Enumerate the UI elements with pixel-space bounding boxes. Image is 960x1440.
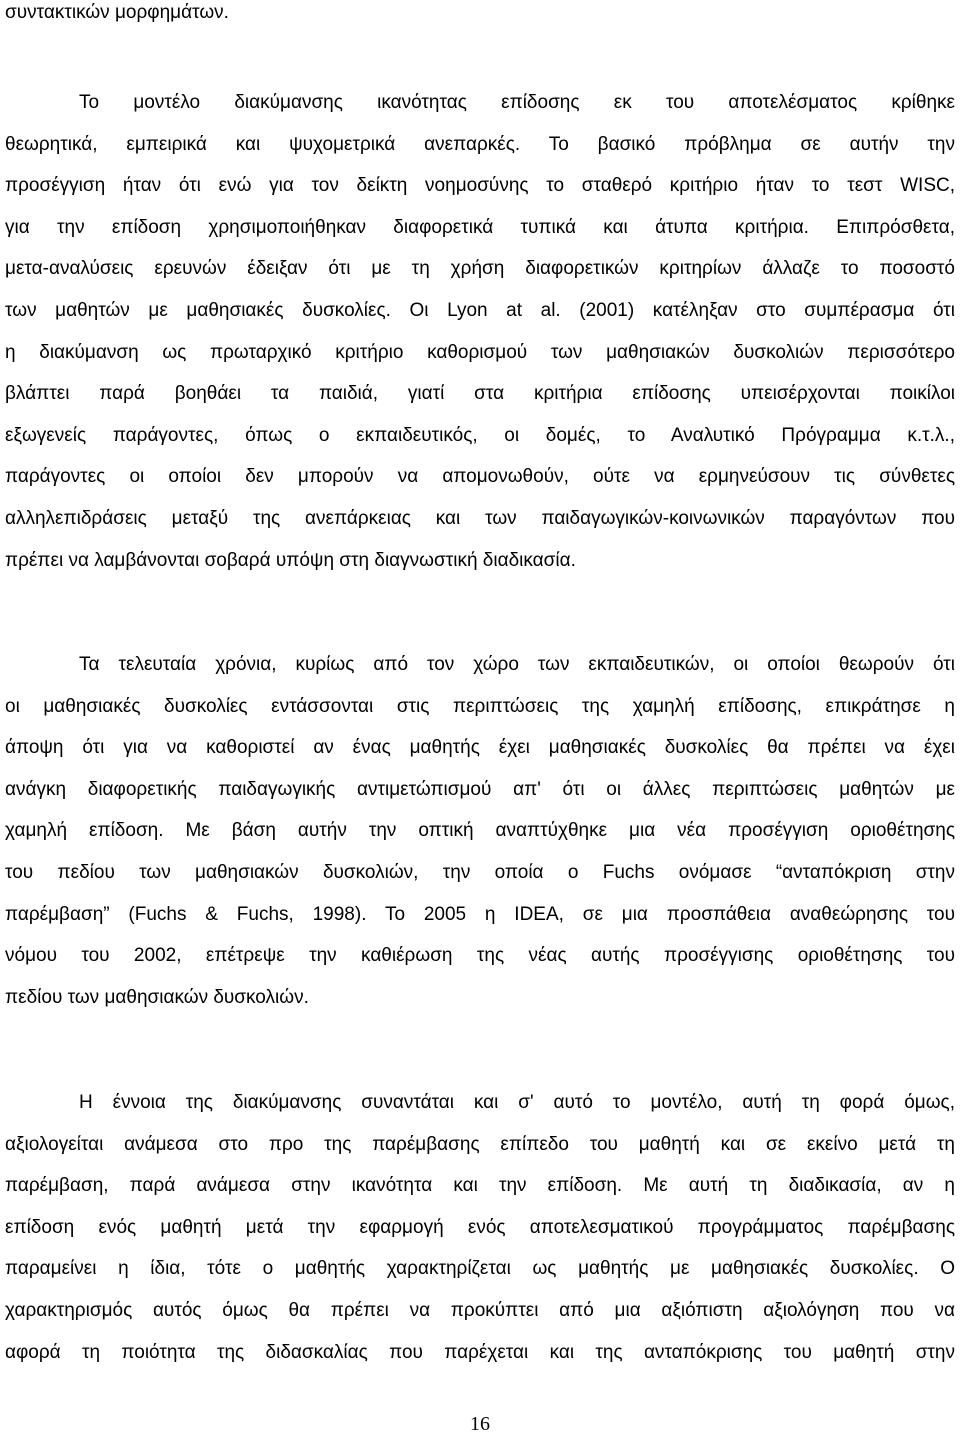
- text-line: αλληλεπιδράσεις μεταξύ της ανεπάρκειας και των παιδαγωγικών-κοινωνικών παραγόντων που: [5, 507, 955, 529]
- text-line: προσέγγιση ήταν ότι ενώ για τον δείκτη νοημοσύνης το σταθερό κριτήριο ήταν το τεστ WISC,: [5, 175, 955, 197]
- text-line: των μαθητών με μαθησιακές δυσκολίες. Οι Lyon at al. (2001) κατέληξαν στο συμπέρασμα ότι: [5, 299, 955, 321]
- text-line: του πεδίου των μαθησιακών δυσκολιών, την οποία ο Fuchs ονόμασε “ανταπόκριση στην: [5, 861, 955, 883]
- text-line: άποψη ότι για να καθοριστεί αν ένας μαθητής έχει μαθησιακές δυσκολίες θα πρέπει να έχει: [5, 737, 955, 759]
- text-line: πεδίου των μαθησιακών δυσκολιών.: [5, 986, 309, 1008]
- paragraph-2: [5, 644, 955, 1018]
- text-line: αφορά τη ποιότητα της διδασκαλίας που παρέχεται και της ανταπόκρισης του μαθητή στην: [5, 1341, 955, 1363]
- text-line: βλάπτει παρά βοηθάει τα παιδιά, γιατί στα κριτήρια επίδοσης υπεισέρχονται ποικίλοι: [5, 383, 955, 405]
- page-number: 16: [470, 1413, 490, 1435]
- text-line: συντακτικών μορφημάτων.: [5, 2, 229, 23]
- text-line: νόμου του 2002, επέτρεψε την καθιέρωση της νέας αυτής προσέγγισης οριοθέτησης του: [5, 945, 955, 967]
- text-line: χαμηλή επίδοση. Με βάση αυτήν την οπτική αναπτύχθηκε μια νέα προσέγγιση οριοθέτησης: [5, 820, 955, 842]
- text-line: θεωρητικά, εμπειρικά και ψυχομετρικά ανεπαρκές. Το βασικό πρόβλημα σε αυτήν την: [5, 133, 955, 155]
- text-line: για την επίδοση χρησιμοποιήθηκαν διαφορετικά τυπικά και άτυπα κριτήρια. Επιπρόσθετα,: [5, 216, 955, 238]
- text-line: Το μοντέλο διακύμανσης ικανότητας επίδοσης εκ του αποτελέσματος κρίθηκε: [79, 92, 955, 113]
- text-line: παραμείνει η ίδια, τότε ο μαθητής χαρακτηρίζεται ως μαθητής με μαθησιακές δυσκολίες. Ο: [5, 1258, 955, 1280]
- text-line: παράγοντες οι οποίοι δεν μπορούν να απομονωθούν, ούτε να ερμηνεύσουν τις σύνθετες: [5, 466, 955, 488]
- text-line: οι μαθησιακές δυσκολίες εντάσσονται στις περιπτώσεις της χαμηλή επίδοσης, επικράτησε η: [5, 695, 955, 717]
- text-line: αξιολογείται ανάμεσα στο προ της παρέμβασης επίπεδο του μαθητή και σε εκείνο μετά τη: [5, 1133, 955, 1155]
- paragraph-continuation: [5, 0, 955, 34]
- text-line: Η έννοια της διακύμανσης συναντάται και σ' αυτό το μοντέλο, αυτή τη φορά όμως,: [79, 1092, 955, 1113]
- text-line: παρέμβαση” (Fuchs & Fuchs, 1998). Το 2005 η IDEA, σε μια προσπάθεια αναθεώρησης του: [5, 903, 955, 925]
- text-line: ανάγκη διαφορετικής παιδαγωγικής αντιμετώπισμού απ' ότι οι άλλες περιπτώσεις μαθητών με: [5, 778, 955, 800]
- paragraph-1: [5, 82, 955, 581]
- text-line: μετα-αναλύσεις ερευνών έδειξαν ότι με τη χρήση διαφορετικών κριτηρίων άλλαζε το ποσοστό: [5, 258, 955, 280]
- text-line: πρέπει να λαμβάνονται σοβαρά υπόψη στη διαγνωστική διαδικασία.: [5, 549, 576, 571]
- text-line: Τα τελευταία χρόνια, κυρίως από τον χώρο των εκπαιδευτικών, οι οποίοι θεωρούν ότι: [79, 654, 955, 675]
- text-line: παρέμβαση, παρά ανάμεσα στην ικανότητα και την επίδοση. Με αυτή τη διαδικασία, αν η: [5, 1175, 955, 1197]
- text-line: χαρακτηρισμός αυτός όμως θα πρέπει να προκύπτει από μια αξιόπιστη αξιολόγηση που να: [5, 1299, 955, 1321]
- text-line: εξωγενείς παράγοντες, όπως ο εκπαιδευτικός, οι δομές, το Αναλυτικό Πρόγραμμα κ.τ.λ.,: [5, 424, 955, 446]
- text-line: η διακύμανση ως πρωταρχικό κριτήριο καθορισμού των μαθησιακών δυσκολιών περισσότερο: [5, 341, 955, 363]
- paragraph-3: [5, 1082, 955, 1373]
- text-line: επίδοση ενός μαθητή μετά την εφαρμογή ενός αποτελεσματικού προγράμματος παρέμβασης: [5, 1216, 955, 1238]
